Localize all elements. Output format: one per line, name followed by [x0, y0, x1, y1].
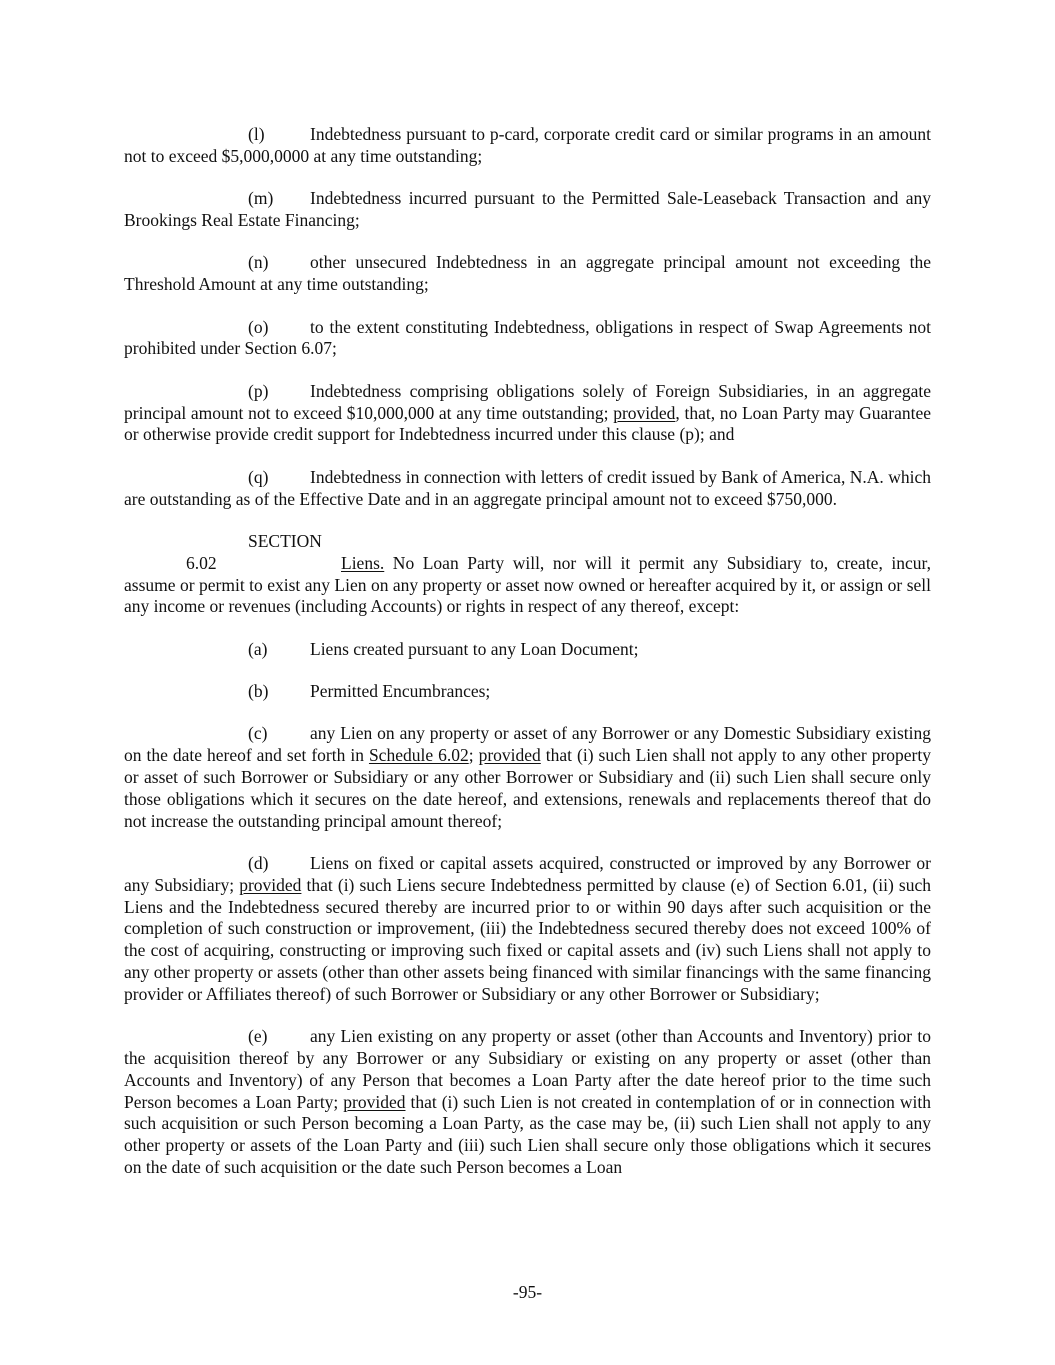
clause-marker: (e) — [248, 1026, 268, 1047]
lien-a — [124, 639, 931, 661]
schedule-reference: Schedule 6.02 — [368, 745, 469, 766]
clause-text: any Lien existing on any property or asset (other than Accounts and Inventory) prior to the acquisition thereof by any Borrower or any Subsidiary or existing on any property or asset (other than Accounts and Inventory) of any Person that becomes a Loan Party after the date hereof prior to the time such Person becomes a Loan Party; — [124, 1026, 931, 1112]
provided-term: provided — [239, 874, 302, 895]
provided-term: provided — [478, 745, 541, 766]
clause-text: Indebtedness in connection with letters of credit issued by Bank of America, N.A. which are outstanding as of the Effective Date and in an aggregate principal amount not to exceed $750,000. — [124, 466, 931, 509]
document-page — [124, 124, 931, 1199]
clause-text: to the extent constituting Indebtedness, obligations in respect of Swap Agreements not prohibited under Section 6.07; — [124, 316, 931, 359]
clause-o — [124, 317, 931, 361]
provided-term: provided — [343, 1091, 406, 1112]
clause-text: other unsecured Indebtedness in an aggregate principal amount not exceeding the Threshold Amount at any time outstanding; — [124, 252, 931, 295]
clause-marker: (o) — [248, 316, 269, 337]
clause-text: Indebtedness pursuant to p-card, corporate credit card or similar programs in an amount not to exceed $5,000,0000 at any time outstanding; — [124, 124, 931, 166]
clause-text: Indebtedness incurred pursuant to the Permitted Sale-Leaseback Transaction and any Brookings Real Estate Financing; — [124, 188, 931, 230]
clause-m — [124, 188, 931, 232]
clause-marker: (q) — [248, 466, 269, 487]
lien-d — [124, 853, 931, 1006]
clause-text: Indebtedness comprising obligations solely of Foreign Subsidiaries, in an aggregate principal amount not to exceed $10,000,000 at any time outstanding; — [124, 380, 931, 423]
lien-e — [124, 1026, 931, 1179]
clause-text: Liens on fixed or capital assets acquired, constructed or improved by any Borrower or any Subsidiary; — [124, 853, 931, 895]
clause-q — [124, 467, 931, 511]
section-heading: Liens. — [341, 552, 385, 573]
clause-text-cont: , that, no Loan Party may Guarantee or otherwise provide credit support for Indebtedness incurred under this clause (p); and — [124, 402, 931, 445]
clause-marker: (b) — [248, 681, 269, 702]
clause-text: Liens created pursuant to any Loan Document; — [310, 638, 639, 659]
lien-c — [124, 723, 931, 832]
clause-marker: (c) — [248, 723, 268, 744]
clause-text: Permitted Encumbrances; — [310, 681, 491, 702]
clause-text: any Lien on any property or asset of any Borrower or any Domestic Subsidiary existing on the date hereof and set forth in — [124, 723, 931, 766]
clause-marker: (p) — [248, 380, 269, 401]
clause-l — [124, 124, 931, 168]
clause-marker: (a) — [248, 638, 268, 659]
clause-marker: (d) — [248, 853, 269, 874]
clause-marker: (l) — [248, 124, 265, 144]
clause-text-cont: that (i) such Lien is not created in contemplation of or in connection with such acquisition or such Person becoming a Loan Party, as the case may be, (ii) such Lien shall not apply to any other property or assets of the Loan Party and (iii) such Lien shall secure only those obligations which it secures on the date of such acquisition or the date such Person becomes a Loan — [124, 1091, 931, 1178]
section-6-02 — [124, 531, 931, 618]
clause-marker: (m) — [248, 188, 274, 209]
lien-b — [124, 681, 931, 703]
clause-p — [124, 381, 931, 446]
clause-text-cont: that (i) such Liens secure Indebtedness permitted by clause (e) of Section 6.01, (ii) such Liens and the Indebtedness secured thereby are incurred prior to or within 90 days after such acquisition or the completion of such construction or improvement, (iii) the Indebtedness secured thereby does not exceed 100% of the cost of acquiring, constructing or improving such fixed or capital assets and (iv) such Liens shall not apply to any other property or assets (other than other assets being financed with similar financings with the same financing provider or Affiliates thereof) of such Borrower or Subsidiary or any other Borrower or Subsidiary; — [124, 874, 931, 1004]
page-number: -95- — [512, 1282, 543, 1302]
clause-marker: (n) — [248, 252, 269, 273]
section-number: SECTION 6.02 — [186, 530, 322, 573]
clause-text-cont: that (i) such Lien shall not apply to any other property or asset of such Borrower or Subsidiary or any other Borrower or Subsidiary and (ii) such Lien shall secure only those obligations which it secures on the date hereof, and extensions, renewals and replacements thereof that do not increase the outstanding principal amount thereof; — [124, 745, 931, 831]
separator: ; — [468, 745, 479, 766]
clause-n — [124, 252, 931, 296]
provided-term: provided — [613, 402, 676, 423]
section-text: No Loan Party will, nor will it permit any Subsidiary to, create, incur, assume or permit to exist any Lien on any property or asset now owned or hereafter acquired by it, or assign or sell any income or revenues (including Accounts) or rights in respect of any thereof, except: — [124, 552, 931, 617]
